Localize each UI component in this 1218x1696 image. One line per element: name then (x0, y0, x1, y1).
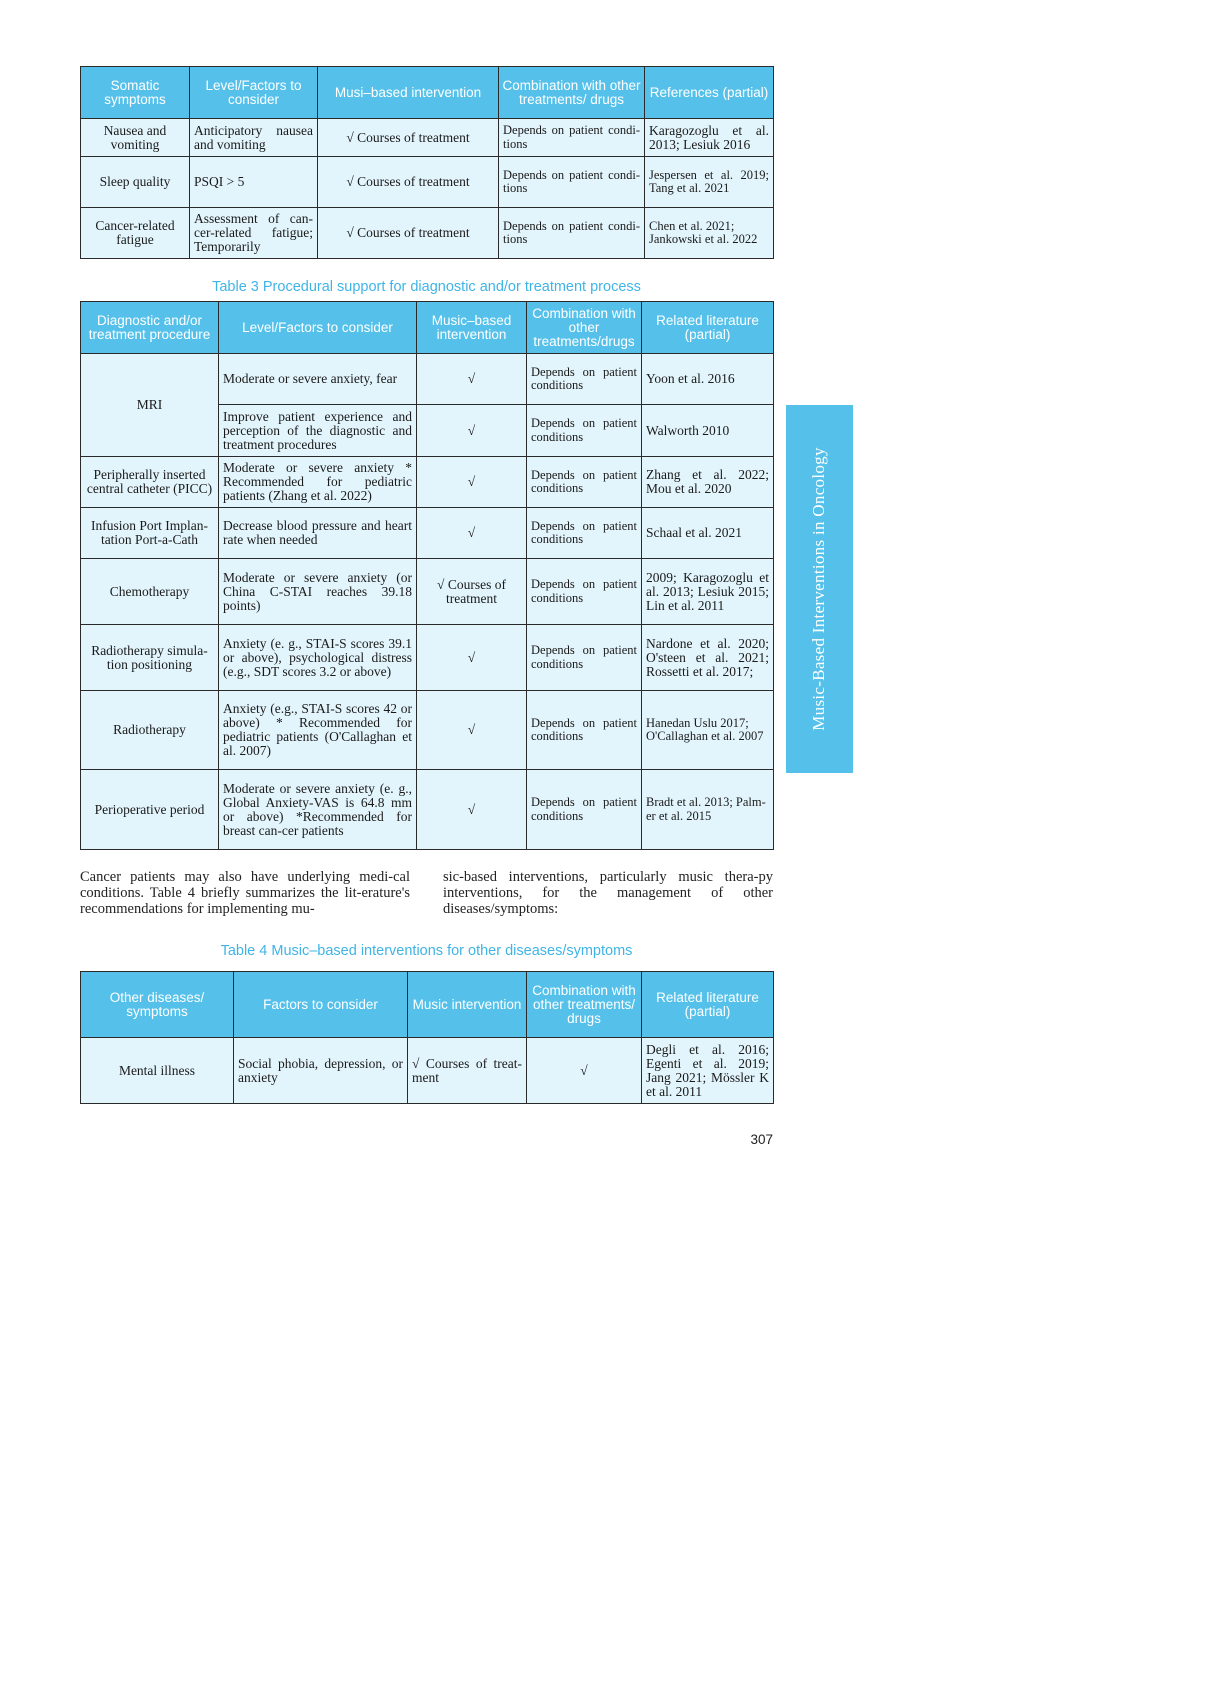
table-cell: Yoon et al. 2016 (642, 354, 774, 405)
table-header-row (81, 67, 774, 119)
table-cell: Hanedan Uslu 2017; O'Callaghan et al. 2007 (642, 691, 774, 770)
check-mark: √ (417, 625, 527, 691)
table-cell: Depends on patient condi-tions (499, 119, 645, 157)
table-cell: Perioperative period (81, 770, 219, 850)
body-text-left: Cancer patients may also have underlying medi-cal conditions. Table 4 briefly summarizes the lit-erature's recommendations for implementing mu- (80, 869, 410, 917)
table-cell: Peripherally inserted central catheter (PICC) (81, 457, 219, 508)
table-cell: Depends on patient conditions (527, 770, 642, 850)
table-row (81, 354, 774, 405)
table-other-diseases (80, 971, 774, 1104)
table-cell: Assessment of can-cer-related fatigue; Temporarily (190, 208, 318, 259)
table-somatic-symptoms (80, 66, 774, 259)
table-cell: √ Courses of treatment (318, 208, 499, 259)
header-cell: Somatic symptoms (81, 67, 190, 119)
table-cell: Bradt et al. 2013; Palm-er et al. 2015 (642, 770, 774, 850)
table-row (81, 691, 774, 770)
table-row (81, 208, 774, 259)
table-cell: Radiotherapy simula-tion positioning (81, 625, 219, 691)
table-cell: Depends on patient conditions (527, 691, 642, 770)
table-cell: √ Courses of treatment (417, 559, 527, 625)
table-cell: Depends on patient conditions (527, 559, 642, 625)
check-mark: √ (417, 457, 527, 508)
check-mark: √ (417, 691, 527, 770)
table-row (81, 770, 774, 850)
table-4-caption: Table 4 Music–based interventions for other diseases/symptoms (220, 943, 633, 959)
check-mark: √ (417, 354, 527, 405)
table-cell: PSQI > 5 (190, 157, 318, 208)
table-row (81, 559, 774, 625)
table-cell: Schaal et al. 2021 (642, 508, 774, 559)
table-cell: 2009; Karagozoglu et al. 2013; Lesiuk 2015; Lin et al. 2011 (642, 559, 774, 625)
table-cell: Chemotherapy (81, 559, 219, 625)
table-cell: Jespersen et al. 2019; Tang et al. 2021 (645, 157, 774, 208)
table-cell: Moderate or severe anxiety * Recommended for pediatric patients (Zhang et al. 2022) (219, 457, 417, 508)
check-mark: √ (417, 405, 527, 457)
table-header-row (81, 302, 774, 354)
table-row (81, 157, 774, 208)
header-cell: Musi–based intervention (318, 67, 499, 119)
header-cell: Combination with other treatments/drugs (527, 302, 642, 354)
header-cell: Related literature (partial) (642, 972, 774, 1038)
table-cell: Social phobia, depression, or anxiety (234, 1038, 408, 1104)
table-cell: Decrease blood pressure and heart rate when needed (219, 508, 417, 559)
table-row (81, 625, 774, 691)
check-mark: √ (527, 1038, 642, 1104)
table-cell: √ Courses of treatment (318, 157, 499, 208)
table-cell: Chen et al. 2021; Jankowski et al. 2022 (645, 208, 774, 259)
header-cell: Diagnostic and/or treatment procedure (81, 302, 219, 354)
table-cell: Degli et al. 2016; Egenti et al. 2019; Jang 2021; Mössler K et al. 2011 (642, 1038, 774, 1104)
table-cell: Depends on patient conditions (527, 508, 642, 559)
table-cell: √ Courses of treatment (318, 119, 499, 157)
table-cell: √ Courses of treat-ment (408, 1038, 527, 1104)
table-row (81, 119, 774, 157)
header-cell: Combination with other treatments/ drugs (499, 67, 645, 119)
table-cell: Depends on patient condi-tions (499, 157, 645, 208)
check-mark: √ (417, 770, 527, 850)
check-mark: √ (417, 508, 527, 559)
table-cell-mri: MRI (81, 354, 219, 457)
table-cell: Depends on patient conditions (527, 457, 642, 508)
page-number: 307 (750, 1132, 773, 1147)
header-cell: Level/Factors to consider (219, 302, 417, 354)
header-cell: Combination with other treatments/ drugs (527, 972, 642, 1038)
table-cell: Infusion Port Implan-tation Port-a-Cath (81, 508, 219, 559)
table-procedural-support (80, 301, 774, 850)
table-cell: Anticipatory nausea and vomiting (190, 119, 318, 157)
header-cell: Level/Factors to consider (190, 67, 318, 119)
table-cell: Depends on patient conditions (527, 405, 642, 457)
header-cell: Music intervention (408, 972, 527, 1038)
table-row (81, 508, 774, 559)
table-cell: Moderate or severe anxiety (or China C-STAI reaches 39.18 points) (219, 559, 417, 625)
header-cell: References (partial) (645, 67, 774, 119)
table-cell: Nausea and vomiting (81, 119, 190, 157)
header-cell: Related literature (partial) (642, 302, 774, 354)
table-row (81, 1038, 774, 1104)
table-cell: Moderate or severe anxiety, fear (219, 354, 417, 405)
table-row (81, 457, 774, 508)
table-cell: Moderate or severe anxiety (e. g., Global Anxiety-VAS is 64.8 mm or above) *Recommended for breast can-cer patients (219, 770, 417, 850)
table-cell: Improve patient experience and perception of the diagnostic and treatment procedures (219, 405, 417, 457)
table-cell: Walworth 2010 (642, 405, 774, 457)
table-cell: Karagozoglu et al. 2013; Lesiuk 2016 (645, 119, 774, 157)
table-cell: Mental illness (81, 1038, 234, 1104)
table-cell: Radiotherapy (81, 691, 219, 770)
chapter-side-title: Music-Based Interventions in Oncology (809, 447, 828, 731)
table-cell: Depends on patient conditions (527, 354, 642, 405)
table-cell: Zhang et al. 2022; Mou et al. 2020 (642, 457, 774, 508)
table-cell: Anxiety (e. g., STAI-S scores 39.1 or above), psychological distress (e.g., SDT scores 3.2 or above) (219, 625, 417, 691)
table-cell: Depends on patient condi-tions (499, 208, 645, 259)
table-cell: Depends on patient conditions (527, 625, 642, 691)
table-cell: Nardone et al. 2020; O'steen et al. 2021; Rossetti et al. 2017; (642, 625, 774, 691)
header-cell: Music–based intervention (417, 302, 527, 354)
table-3-caption: Table 3 Procedural support for diagnostic and/or treatment process (212, 279, 641, 295)
body-text-right: sic-based interventions, particularly music thera-py interventions, for the management of other diseases/symptoms: (443, 869, 773, 917)
table-cell: Anxiety (e.g., STAI-S scores 42 or above) * Recommended for pediatric patients (O'Callaghan et al. 2007) (219, 691, 417, 770)
table-header-row (81, 972, 774, 1038)
header-cell: Factors to consider (234, 972, 408, 1038)
table-cell: Sleep quality (81, 157, 190, 208)
header-cell: Other diseases/ symptoms (81, 972, 234, 1038)
table-cell: Cancer-related fatigue (81, 208, 190, 259)
